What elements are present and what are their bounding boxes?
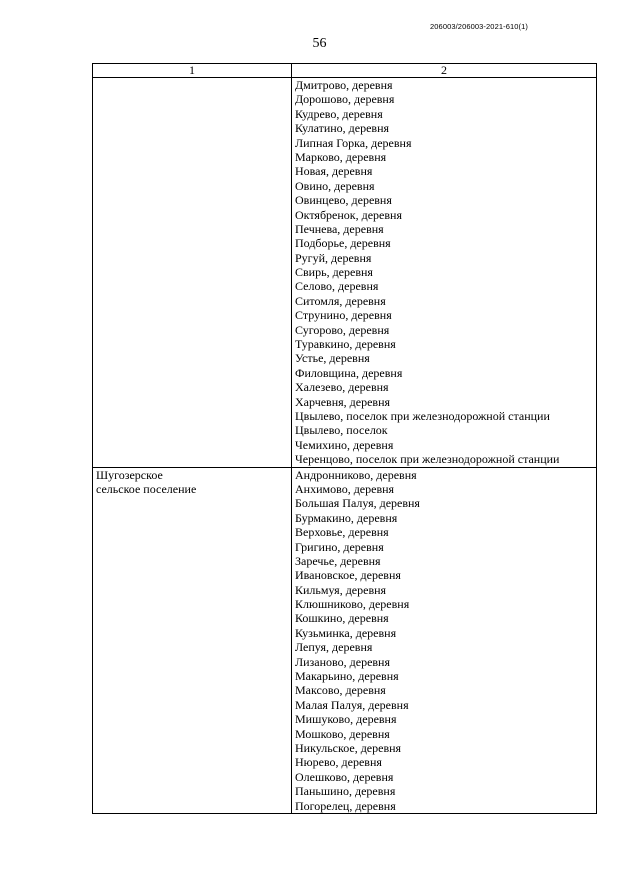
list-item: Струнино, деревня bbox=[295, 308, 392, 323]
places-list bbox=[295, 78, 593, 467]
list-item: Селово, деревня bbox=[295, 279, 379, 294]
list-item: Свирь, деревня bbox=[295, 265, 373, 280]
list-item: Ругуй, деревня bbox=[295, 250, 372, 265]
list-item: Марково, деревня bbox=[295, 149, 387, 164]
list-item: Овинцево, деревня bbox=[295, 193, 392, 208]
list-item: Цвылево, поселок bbox=[295, 423, 388, 438]
places-cell bbox=[292, 467, 597, 813]
places-list bbox=[295, 468, 593, 813]
list-item: Новая, деревня bbox=[295, 164, 373, 179]
table-row bbox=[93, 78, 597, 468]
list-item: Овино, деревня bbox=[295, 178, 375, 193]
list-item: Мишуково, деревня bbox=[295, 712, 397, 727]
places-cell bbox=[292, 78, 597, 468]
list-item: Паньшино, деревня bbox=[295, 784, 396, 799]
list-item: Кошкино, деревня bbox=[295, 611, 389, 626]
list-item: Мошково, деревня bbox=[295, 726, 390, 741]
settlement-name-line1: Шугозерское bbox=[96, 467, 163, 482]
list-item: Сугорово, деревня bbox=[295, 322, 390, 337]
list-item: Макарьино, деревня bbox=[295, 669, 399, 684]
list-item: Харчевня, деревня bbox=[295, 394, 391, 409]
list-item: Подборье, деревня bbox=[295, 236, 391, 251]
list-item: Максово, деревня bbox=[295, 683, 386, 698]
column-header-1: 1 bbox=[93, 64, 292, 78]
list-item: Погорелец, деревня bbox=[295, 798, 396, 813]
list-item: Чемихино, деревня bbox=[295, 437, 394, 452]
list-item: Малая Палуя, деревня bbox=[295, 697, 409, 712]
list-item: Клюшниково, деревня bbox=[295, 597, 410, 612]
list-item: Кудрево, деревня bbox=[295, 106, 383, 121]
list-item: Дорошово, деревня bbox=[295, 92, 395, 107]
column-header-2: 2 bbox=[292, 64, 597, 78]
list-item: Октябренок, деревня bbox=[295, 207, 402, 222]
list-item: Устье, деревня bbox=[295, 351, 370, 366]
list-item: Верховье, деревня bbox=[295, 525, 389, 540]
list-item: Григино, деревня bbox=[295, 539, 384, 554]
list-item: Халезево, деревня bbox=[295, 380, 389, 395]
settlements-table bbox=[92, 63, 597, 814]
list-item: Ивановское, деревня bbox=[295, 568, 401, 583]
list-item: Липная Горка, деревня bbox=[295, 135, 412, 150]
list-item: Печнева, деревня bbox=[295, 221, 384, 236]
settlement-cell bbox=[93, 78, 292, 468]
list-item: Ситомля, деревня bbox=[295, 293, 386, 308]
list-item: Дмитрово, деревня bbox=[295, 78, 393, 92]
list-item: Лепуя, деревня bbox=[295, 640, 373, 655]
table-row bbox=[93, 467, 597, 813]
list-item: Андронниково, деревня bbox=[295, 467, 417, 482]
list-item: Кулатино, деревня bbox=[295, 121, 390, 136]
list-item: Бурмакино, деревня bbox=[295, 510, 398, 525]
list-item: Анхимово, деревня bbox=[295, 481, 395, 496]
list-item: Кузьминка, деревня bbox=[295, 625, 397, 640]
list-item: Туравкино, деревня bbox=[295, 337, 396, 352]
list-item: Олешково, деревня bbox=[295, 769, 394, 784]
list-item: Большая Палуя, деревня bbox=[295, 496, 420, 511]
table-header-row bbox=[93, 64, 597, 78]
list-item: Заречье, деревня bbox=[295, 553, 381, 568]
list-item: Черенцово, поселок при железнодорожной станции bbox=[295, 452, 560, 467]
settlement-name-line2: сельское поселение bbox=[96, 481, 197, 496]
list-item: Никульское, деревня bbox=[295, 740, 402, 755]
settlement-cell bbox=[93, 467, 292, 813]
list-item: Филовщина, деревня bbox=[295, 365, 403, 380]
list-item: Кильмуя, деревня bbox=[295, 582, 387, 597]
list-item: Цвылево, поселок при железнодорожной станции bbox=[295, 408, 550, 423]
document-id: 206003/206003-2021-610(1) bbox=[430, 22, 528, 31]
list-item: Лизаново, деревня bbox=[295, 654, 390, 669]
page-number: 56 bbox=[312, 36, 327, 51]
list-item: Нюрево, деревня bbox=[295, 755, 382, 770]
